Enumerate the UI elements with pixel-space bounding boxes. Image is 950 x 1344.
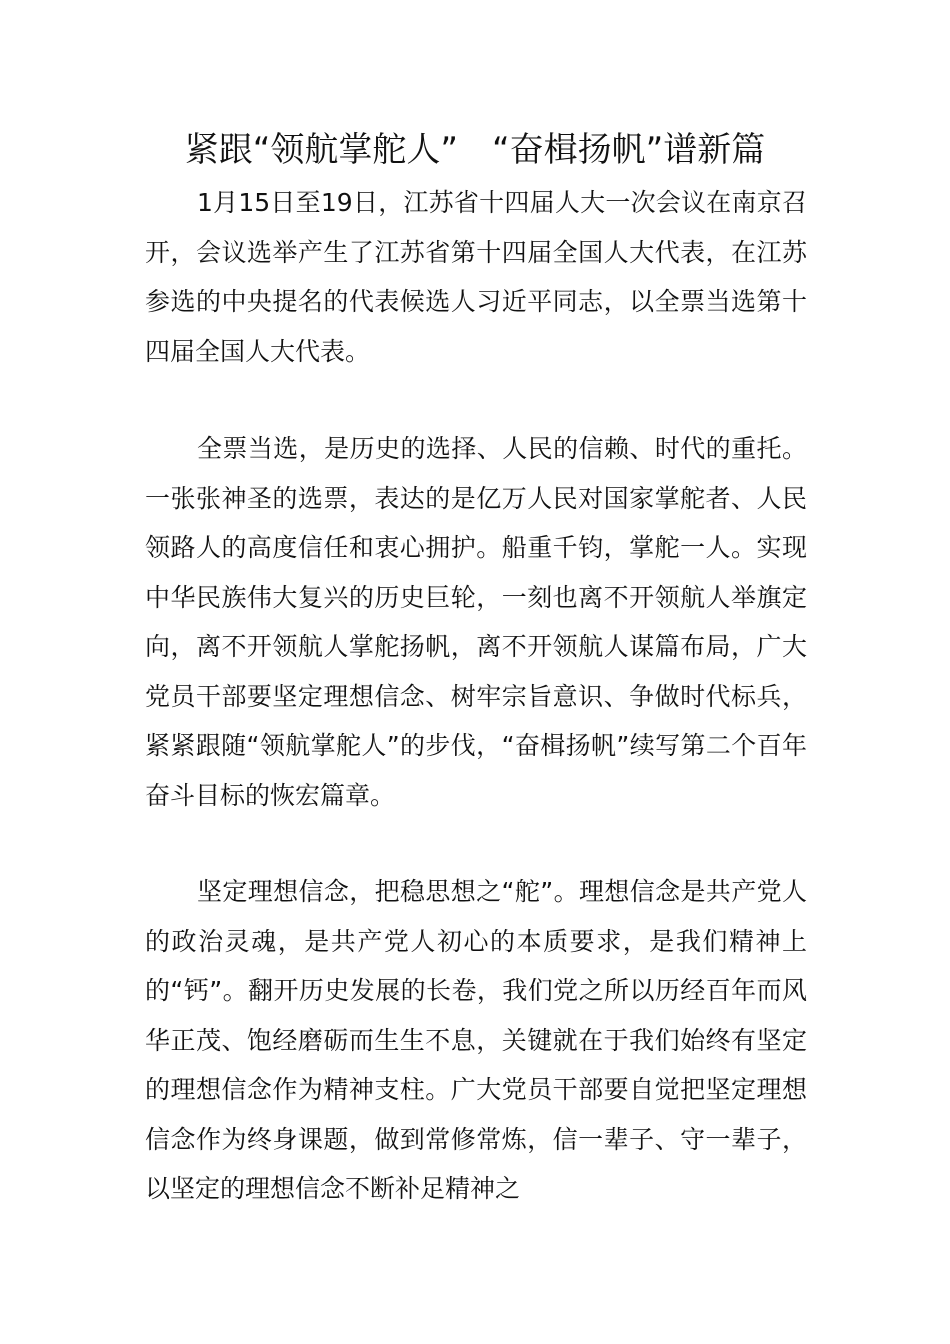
- document-title: 紧跟“领航掌舵人” “奋楫扬帆”谱新篇: [184, 130, 766, 170]
- paragraph-2: 全票当选，是历史的选择、人民的信赖、时代的重托。一张张神圣的选票，表达的是亿万人民对国家掌舵者、人民领路人的高度信任和衷心拥护。船重千钧，掌舵一人。实现中华民族伟大复兴的历史巨轮，一刻也离不开领航人举旗定向，离不开领航人掌舵扬帆，离不开领航人谋篇布局，广大党员干部要坚定理想信念、树牢宗旨意识、争做时代标兵，紧紧跟随“领航掌舵人”的步伐，“奋楫扬帆”续写第二个百年奋斗目标的恢宏篇章。: [145, 434, 807, 810]
- paragraph-3: 坚定理想信念，把稳思想之“舵”。理想信念是共产党人的政治灵魂，是共产党人初心的本质要求，是我们精神上的“钙”。翻开历史发展的长卷，我们党之所以历经百年而风华正茂、饱经磨砺而生生不息，关键就在于我们始终有坚定的理想信念作为精神支柱。广大党员干部要自觉把坚定理想信念作为终身课题，做到常修常炼，信一辈子、守一辈子，以坚定的理想信念不断补足精神之: [145, 877, 807, 1203]
- paragraph-1: 1月15日至19日，江苏省十四届人大一次会议在南京召开，会议选举产生了江苏省第十四届全国人大代表，在江苏参选的中央提名的代表候选人习近平同志，以全票当选第十四届全国人大代表。: [145, 188, 807, 366]
